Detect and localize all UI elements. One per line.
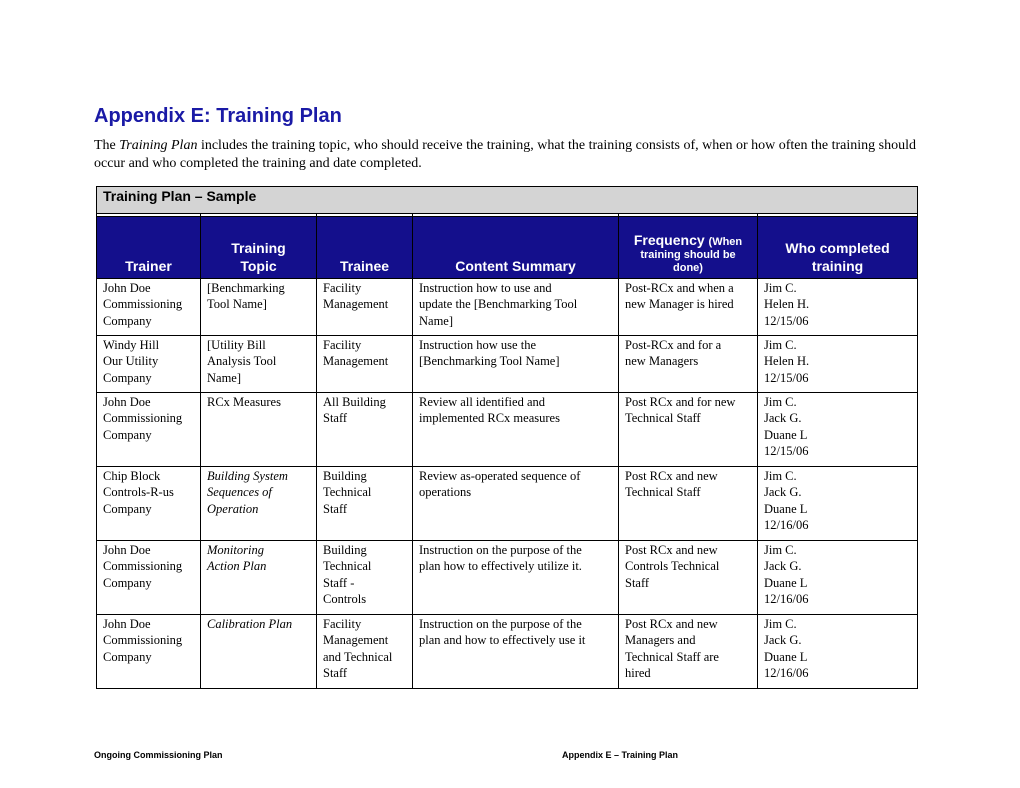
cell-trainee xyxy=(317,615,413,689)
cell-line: Name] xyxy=(419,313,454,328)
table-caption: Training Plan – Sample xyxy=(97,187,918,214)
cell-line: hired xyxy=(625,665,651,680)
cell-line: Duane L xyxy=(764,501,808,516)
cell-line: Post-RCx and for a xyxy=(625,338,722,352)
cell-topic xyxy=(201,467,317,541)
cell-line: Building System xyxy=(207,469,288,483)
cell-line: Sequences of xyxy=(207,485,272,500)
cell-content xyxy=(413,336,619,393)
cell-line: Building xyxy=(323,543,367,557)
cell-line: Commissioning xyxy=(103,297,183,312)
cell-trainer xyxy=(97,541,201,615)
table-row xyxy=(97,279,918,336)
footer-left: Ongoing Commissioning Plan xyxy=(94,750,223,760)
cell-trainee xyxy=(317,393,413,467)
cell-line: Instruction how to use and xyxy=(419,281,552,295)
cell-line: Commissioning xyxy=(103,559,183,574)
cell-frequency xyxy=(619,336,758,393)
cell-line: Post RCx and for new xyxy=(625,395,736,409)
cell-trainer xyxy=(97,467,201,541)
cell-line: Jim C. xyxy=(764,281,797,295)
cell-line: Review as-operated sequence of xyxy=(419,469,581,483)
cell-line: Staff xyxy=(323,665,348,680)
cell-line: Action Plan xyxy=(207,559,267,574)
header-content-summary: Content Summary xyxy=(413,217,619,279)
cell-trainee xyxy=(317,336,413,393)
cell-line: Jim C. xyxy=(764,617,797,631)
footer-right: Appendix E – Training Plan xyxy=(562,750,679,760)
cell-line: Controls Technical xyxy=(625,559,720,574)
cell-line: Jack G. xyxy=(764,559,802,574)
cell-line: [Benchmarking Tool Name] xyxy=(419,354,560,369)
cell-frequency xyxy=(619,615,758,689)
cell-frequency xyxy=(619,393,758,467)
cell-line: Jack G. xyxy=(764,411,802,426)
cell-line: Building xyxy=(323,469,367,483)
cell-line: Operation xyxy=(207,501,259,516)
cell-line: Company xyxy=(103,313,152,328)
cell-completed xyxy=(758,279,918,336)
cell-line: [Utility Bill xyxy=(207,338,266,352)
cell-line: Analysis Tool xyxy=(207,354,277,369)
cell-line: 12/15/06 xyxy=(764,443,809,458)
intro-emphasis: Training Plan xyxy=(119,138,198,153)
cell-trainee xyxy=(317,279,413,336)
cell-line: Name] xyxy=(207,370,242,385)
cell-line: operations xyxy=(419,485,472,500)
cell-line: new Managers xyxy=(625,354,699,369)
cell-line: 12/15/06 xyxy=(764,313,809,328)
table-row xyxy=(97,615,918,689)
cell-completed xyxy=(758,467,918,541)
table-caption-row xyxy=(97,187,918,214)
cell-topic xyxy=(201,336,317,393)
cell-content xyxy=(413,279,619,336)
cell-line: Facility xyxy=(323,281,362,295)
cell-line: new Manager is hired xyxy=(625,297,734,312)
cell-trainee xyxy=(317,541,413,615)
cell-line: RCx Measures xyxy=(207,395,281,409)
cell-line: Chip Block xyxy=(103,469,161,483)
cell-line: Controls-R-us xyxy=(103,485,174,500)
table-body xyxy=(97,279,918,689)
cell-line: Jack G. xyxy=(764,485,802,500)
cell-line: John Doe xyxy=(103,395,151,409)
cell-frequency xyxy=(619,467,758,541)
cell-topic xyxy=(201,615,317,689)
cell-line: Tool Name] xyxy=(207,297,267,312)
cell-trainee xyxy=(317,467,413,541)
cell-line: Jim C. xyxy=(764,543,797,557)
cell-line: Technical Staff xyxy=(625,411,701,426)
cell-topic xyxy=(201,279,317,336)
cell-line: Company xyxy=(103,575,152,590)
cell-line: plan and how to effectively use it xyxy=(419,633,586,648)
cell-line: implemented RCx measures xyxy=(419,411,560,426)
cell-line: 12/16/06 xyxy=(764,665,809,680)
cell-line: Duane L xyxy=(764,575,808,590)
cell-trainer xyxy=(97,393,201,467)
cell-line: Monitoring xyxy=(207,543,264,557)
cell-completed xyxy=(758,615,918,689)
cell-line: Post RCx and new xyxy=(625,617,718,631)
intro-suffix: includes the training topic, who should receive the training, what the training consists of, when or how often the training should occur and who completed the training and date completed. xyxy=(94,138,916,171)
cell-line: Review all identified and xyxy=(419,395,546,409)
cell-line: Management xyxy=(323,297,389,312)
header-who-completed: Who completed training xyxy=(758,217,918,279)
cell-line: Controls xyxy=(323,591,367,606)
cell-line: Helen H. xyxy=(764,354,810,369)
cell-completed xyxy=(758,541,918,615)
cell-line: Commissioning xyxy=(103,411,183,426)
cell-line: Company xyxy=(103,501,152,516)
cell-line: plan how to effectively utilize it. xyxy=(419,559,582,574)
cell-line: update the [Benchmarking Tool xyxy=(419,297,578,312)
cell-line: [Benchmarking xyxy=(207,281,285,295)
cell-line: Instruction how use the xyxy=(419,338,536,352)
cell-content xyxy=(413,393,619,467)
table-header-row xyxy=(97,217,918,279)
table-row xyxy=(97,336,918,393)
intro-paragraph xyxy=(94,137,922,173)
cell-line: Management xyxy=(323,354,389,369)
header-frequency: Frequency (When training should be done) xyxy=(619,217,758,279)
cell-line: Managers and xyxy=(625,633,696,648)
cell-line: 12/16/06 xyxy=(764,591,809,606)
cell-line: and Technical xyxy=(323,649,393,664)
page-title: Appendix E: Training Plan xyxy=(94,105,342,127)
cell-line: Jim C. xyxy=(764,338,797,352)
cell-line: Post RCx and new xyxy=(625,543,718,557)
cell-content xyxy=(413,541,619,615)
cell-line: Technical xyxy=(323,485,372,500)
cell-line: Calibration Plan xyxy=(207,617,293,631)
cell-line: Our Utility xyxy=(103,354,159,369)
cell-line: Helen H. xyxy=(764,297,810,312)
cell-frequency xyxy=(619,541,758,615)
cell-line: Instruction on the purpose of the xyxy=(419,543,582,557)
cell-line: Facility xyxy=(323,338,362,352)
cell-topic xyxy=(201,393,317,467)
cell-line: Instruction on the purpose of the xyxy=(419,617,582,631)
cell-line: Jim C. xyxy=(764,395,797,409)
intro-prefix: The xyxy=(94,138,120,153)
cell-line: All Building xyxy=(323,395,386,409)
cell-line: John Doe xyxy=(103,617,151,631)
cell-trainer xyxy=(97,336,201,393)
cell-line: Windy Hill xyxy=(103,338,160,352)
cell-line: John Doe xyxy=(103,543,151,557)
cell-content xyxy=(413,467,619,541)
cell-line: Commissioning xyxy=(103,633,183,648)
cell-line: Technical Staff are xyxy=(625,649,719,664)
header-trainer: Trainer xyxy=(97,217,201,279)
cell-line: Technical xyxy=(323,559,372,574)
cell-line: Duane L xyxy=(764,427,808,442)
cell-trainer xyxy=(97,615,201,689)
table-row xyxy=(97,467,918,541)
cell-line: Staff xyxy=(323,411,348,426)
cell-line: Jack G. xyxy=(764,633,802,648)
cell-line: Facility xyxy=(323,617,362,631)
cell-line: Post RCx and new xyxy=(625,469,718,483)
cell-topic xyxy=(201,541,317,615)
cell-line: 12/16/06 xyxy=(764,517,809,532)
cell-line: Post-RCx and when a xyxy=(625,281,734,295)
cell-completed xyxy=(758,336,918,393)
cell-completed xyxy=(758,393,918,467)
header-trainee: Trainee xyxy=(317,217,413,279)
cell-line: Company xyxy=(103,649,152,664)
cell-line: John Doe xyxy=(103,281,151,295)
table-row xyxy=(97,541,918,615)
cell-line: Company xyxy=(103,370,152,385)
training-plan-table xyxy=(96,186,918,689)
cell-content xyxy=(413,615,619,689)
table-row xyxy=(97,393,918,467)
cell-line: Duane L xyxy=(764,649,808,664)
cell-line: Staff xyxy=(625,575,650,590)
header-topic: Training Topic xyxy=(201,217,317,279)
cell-line: Staff - xyxy=(323,575,355,590)
cell-line: Staff xyxy=(323,501,348,516)
cell-line: Jim C. xyxy=(764,469,797,483)
cell-trainer xyxy=(97,279,201,336)
cell-frequency xyxy=(619,279,758,336)
cell-line: Company xyxy=(103,427,152,442)
cell-line: 12/15/06 xyxy=(764,370,809,385)
cell-line: Technical Staff xyxy=(625,485,701,500)
cell-line: Management xyxy=(323,633,389,648)
